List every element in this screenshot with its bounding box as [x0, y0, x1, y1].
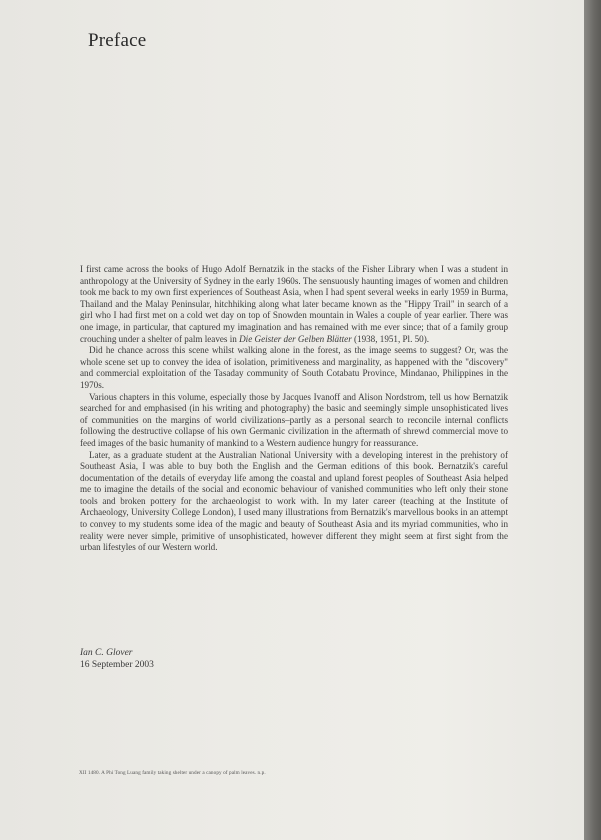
- paragraph-2: Did he chance across this scene whilst walking alone in the forest, as the image seems to suggest? Or, was the whole scene set up to convey the idea of isolation, primitiveness and marginality, as happened with the "discovery" and commercial exploitation of the Tasaday community of South Cotabatu Province, Mindanao, Philippines in the 1970s.: [80, 345, 508, 390]
- page-edge: [584, 0, 601, 840]
- preface-body: [80, 264, 508, 554]
- figure-caption: XII 1480. A Phi Tong Luang family taking shelter under a canopy of palm leaves. n.p.: [79, 770, 266, 776]
- book-citation: (1938, 1951, Pl. 50).: [351, 333, 430, 344]
- paragraph-1: [80, 264, 508, 345]
- page-title: Preface: [88, 30, 147, 51]
- signature-block: [80, 647, 154, 671]
- paragraph-1-text: I first came across the books of Hugo Adolf Bernatzik in the stacks of the Fisher Library when I was a student in anthropology at the University of Sydney in the early 1960s. The sensuously haunting images of women and children took me back to my own first experiences of Southeast Asia, when I had spent several weeks in early 1959 in Burma, Thailand and the Malay Peninsular, hitchhiking along what later became known as the "Hippy Trail" in search of a girl who I had first met on a cold wet day on top of Snowden mountain in Wales a couple of year earlier. There was one image, in particular, that captured my imagination and has remained with me ever since; that of a family group crouching under a shelter of palm leaves in: [80, 264, 508, 344]
- paragraph-4: Later, as a graduate student at the Australian National University with a developing interest in the prehistory of Southeast Asia, I was able to buy both the English and the German editions of this book. Bernatzik's careful documentation of the details of everyday life among the coastal and upland forest peoples of Southeast Asia helped me to imagine the details of the social and economic behaviour of vanished communities who left only their stone tools and broken pottery for the archaeologist to work with. In my later career (teaching at the Institute of Archaeology, University College London), I used many illustrations from Bernatzik's marvellous books in an attempt to convey to my students some idea of the magic and beauty of Southeast Asia and its myriad communities, who in reality were never simple, primitive of unsophisticated, however different they might seem at first sight from the urban lifestyles of our Western world.: [80, 449, 508, 553]
- paragraph-3: Various chapters in this volume, especially those by Jacques Ivanoff and Alison Nordstrom, tell us how Bernatzik searched for and emphasised (in his writing and photography) the basic and seemingly simple unsophisticated lives of communities on the margins of world civilizations–partly as a personal search to reconcile internal conflicts following the destructive collapse of his own Germanic civilization in the aftermath of shrewd commercial move to feed images of the basic humanity of mankind to a Western audience hungry for reassurance.: [80, 391, 508, 448]
- signature-date: 16 September 2003: [80, 660, 154, 670]
- author-signature: Ian C. Glover: [80, 648, 133, 658]
- book-title: Die Geister der Gelben Blätter: [239, 333, 352, 344]
